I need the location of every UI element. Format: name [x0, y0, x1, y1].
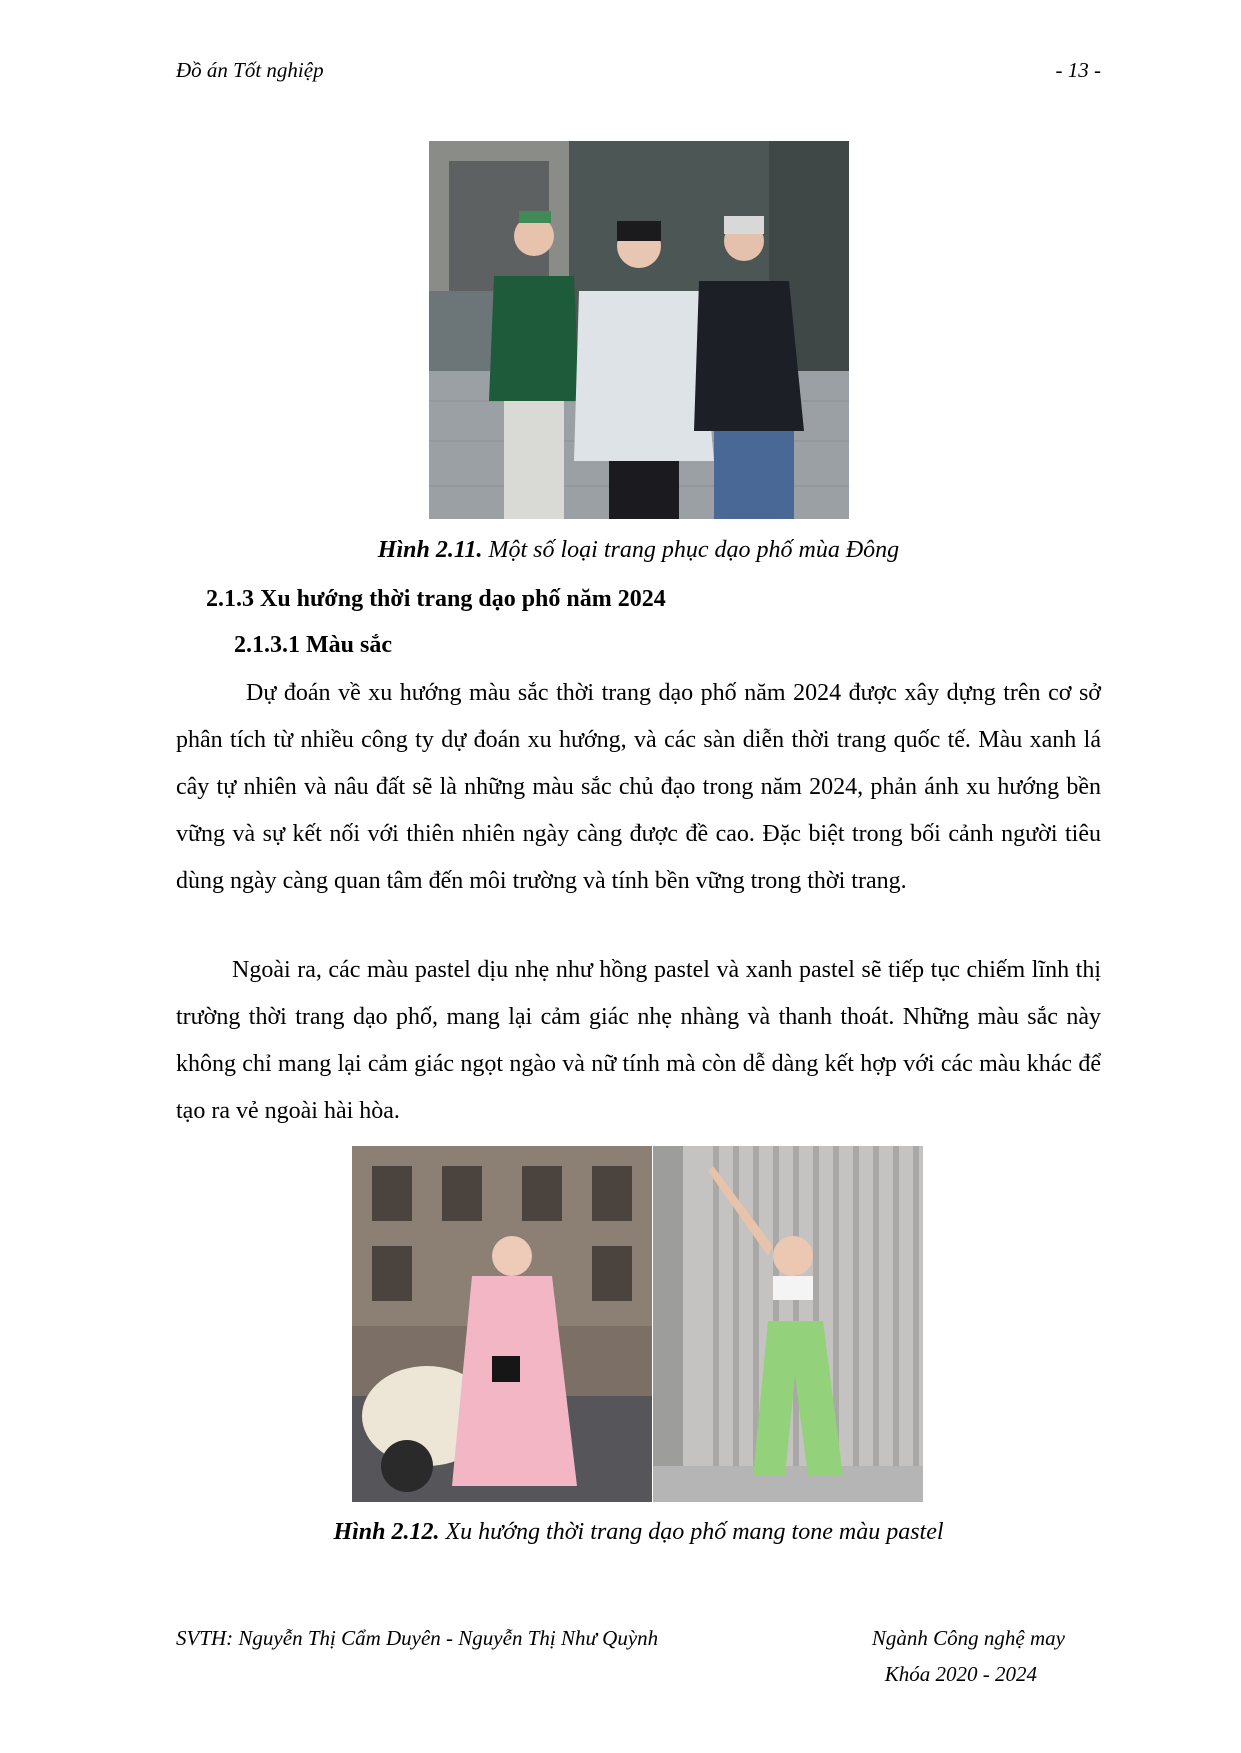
document-title: Đồ án Tốt nghiệp	[176, 58, 324, 82]
page-number: - 13 -	[1055, 58, 1101, 82]
figure-pastel-pink-photo	[352, 1146, 652, 1502]
figure-caption-2-11	[176, 537, 1101, 564]
footer-cohort: Khóa 2020 - 2024	[884, 1662, 1037, 1686]
footer-major: Ngành Công nghệ may	[871, 1626, 1065, 1650]
figure-caption-2-12	[176, 1519, 1101, 1546]
caption-text: Một số loại trang phục dạo phố mùa Đông	[482, 537, 900, 563]
section-heading: 2.1.3 Xu hướng thời trang dạo phố năm 2024	[206, 586, 666, 612]
figure-pastel-green-photo	[653, 1146, 923, 1502]
figure-winter-streetwear-photo	[429, 141, 849, 519]
caption-label: Hình 2.11.	[377, 537, 483, 563]
subsection-heading: 2.1.3.1 Màu sắc	[234, 632, 392, 658]
caption-label: Hình 2.12.	[333, 1519, 440, 1545]
footer-authors: SVTH: Nguyễn Thị Cẩm Duyên - Nguyễn Thị Như Quỳnh	[176, 1626, 659, 1650]
paragraph-1: Dự đoán về xu hướng màu sắc thời trang dạo phố năm 2024 được xây dựng trên cơ sở phân tích từ nhiều công ty dự đoán xu hướng, và các sàn diễn thời trang quốc tế. Màu xanh lá cây tự nhiên và nâu đất sẽ là những màu sắc chủ đạo trong năm 2024, phản ánh xu hướng bền vững và sự kết nối với thiên nhiên ngày càng được đề cao. Đặc biệt trong bối cảnh người tiêu dùng ngày càng quan tâm đến môi trường và tính bền vững trong thời trang.	[176, 680, 1101, 894]
paragraph-2: Ngoài ra, các màu pastel dịu nhẹ như hồng pastel và xanh pastel sẽ tiếp tục chiếm lĩnh thị trường thời trang dạo phố, mang lại cảm giác nhẹ nhàng và thanh thoát. Những màu sắc này không chỉ mang lại cảm giác ngọt ngào và nữ tính mà còn dễ dàng kết hợp với các màu khác để tạo ra vẻ ngoài hài hòa.	[176, 957, 1101, 1124]
caption-text: Xu hướng thời trang dạo phố mang tone màu pastel	[439, 1519, 944, 1545]
page-header	[176, 58, 1101, 88]
